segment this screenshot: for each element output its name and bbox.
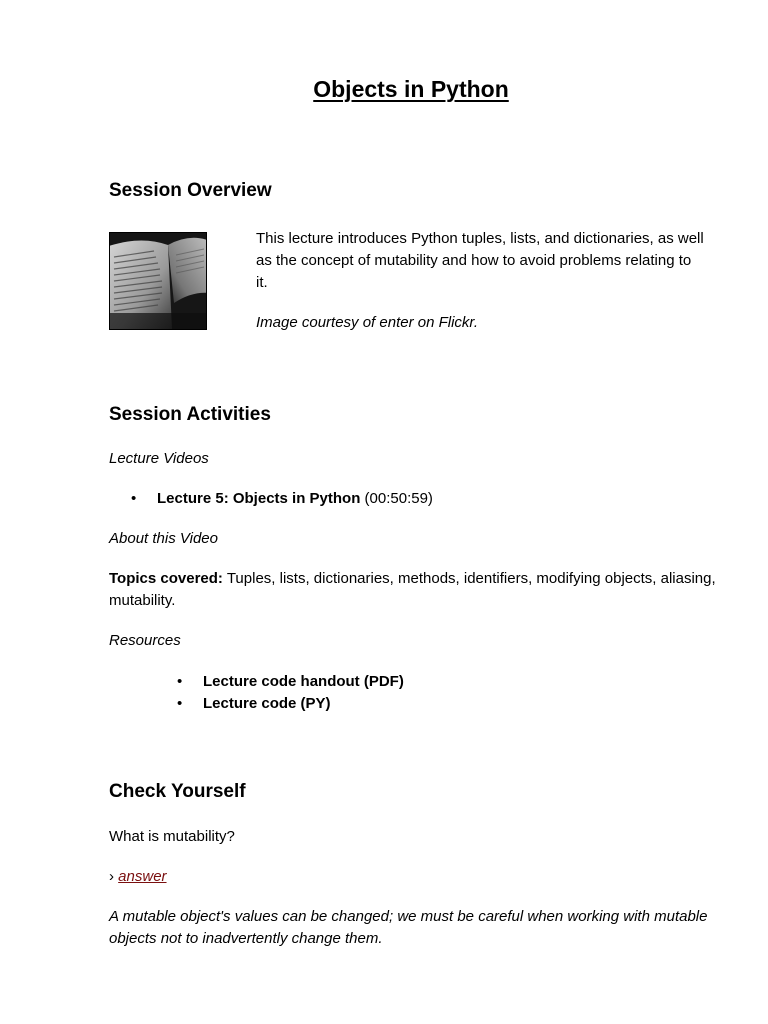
lecture-video-link[interactable]: Lecture 5: Objects in Python [157, 490, 361, 507]
topics-label: Topics covered: [109, 570, 223, 587]
topics-covered [109, 568, 719, 612]
session-overview-heading: Session Overview [109, 180, 272, 201]
resource-link-pdf[interactable]: Lecture code handout (PDF) [203, 673, 404, 690]
open-book-image [110, 233, 206, 329]
page-title: Objects in Python [313, 76, 509, 102]
answer-text: A mutable object's values can be changed; we must be careful when working with mutable objects not to inadvertently change them. [109, 908, 708, 947]
lecture-videos-list [157, 488, 433, 510]
check-question: What is mutability? [109, 828, 235, 845]
check-yourself-heading: Check Yourself [109, 781, 246, 802]
chevron-right-icon: › [109, 868, 114, 885]
session-activities-heading: Session Activities [109, 404, 271, 425]
list-item[interactable] [203, 693, 404, 715]
answer-link[interactable]: answer [118, 868, 167, 885]
resources-label: Resources [109, 632, 181, 649]
image-credit: Image courtesy of enter on Flickr. [256, 314, 479, 331]
overview-description: This lecture introduces Python tuples, lists, and dictionaries, as well as the concept of mutability and how to avoid problems relating to it. [256, 230, 704, 291]
list-item[interactable] [203, 671, 404, 693]
list-item [157, 488, 433, 510]
answer-toggle[interactable] [109, 866, 167, 888]
about-video-label: About this Video [109, 530, 218, 547]
video-duration: (00:50:59) [364, 490, 433, 507]
resource-link-py[interactable]: Lecture code (PY) [203, 695, 331, 712]
book-photo-thumbnail [109, 232, 207, 330]
lecture-videos-label: Lecture Videos [109, 450, 209, 467]
resources-list [203, 671, 404, 715]
topics-text: Tuples, lists, dictionaries, methods, identifiers, modifying objects, aliasing, mutability. [109, 570, 716, 609]
